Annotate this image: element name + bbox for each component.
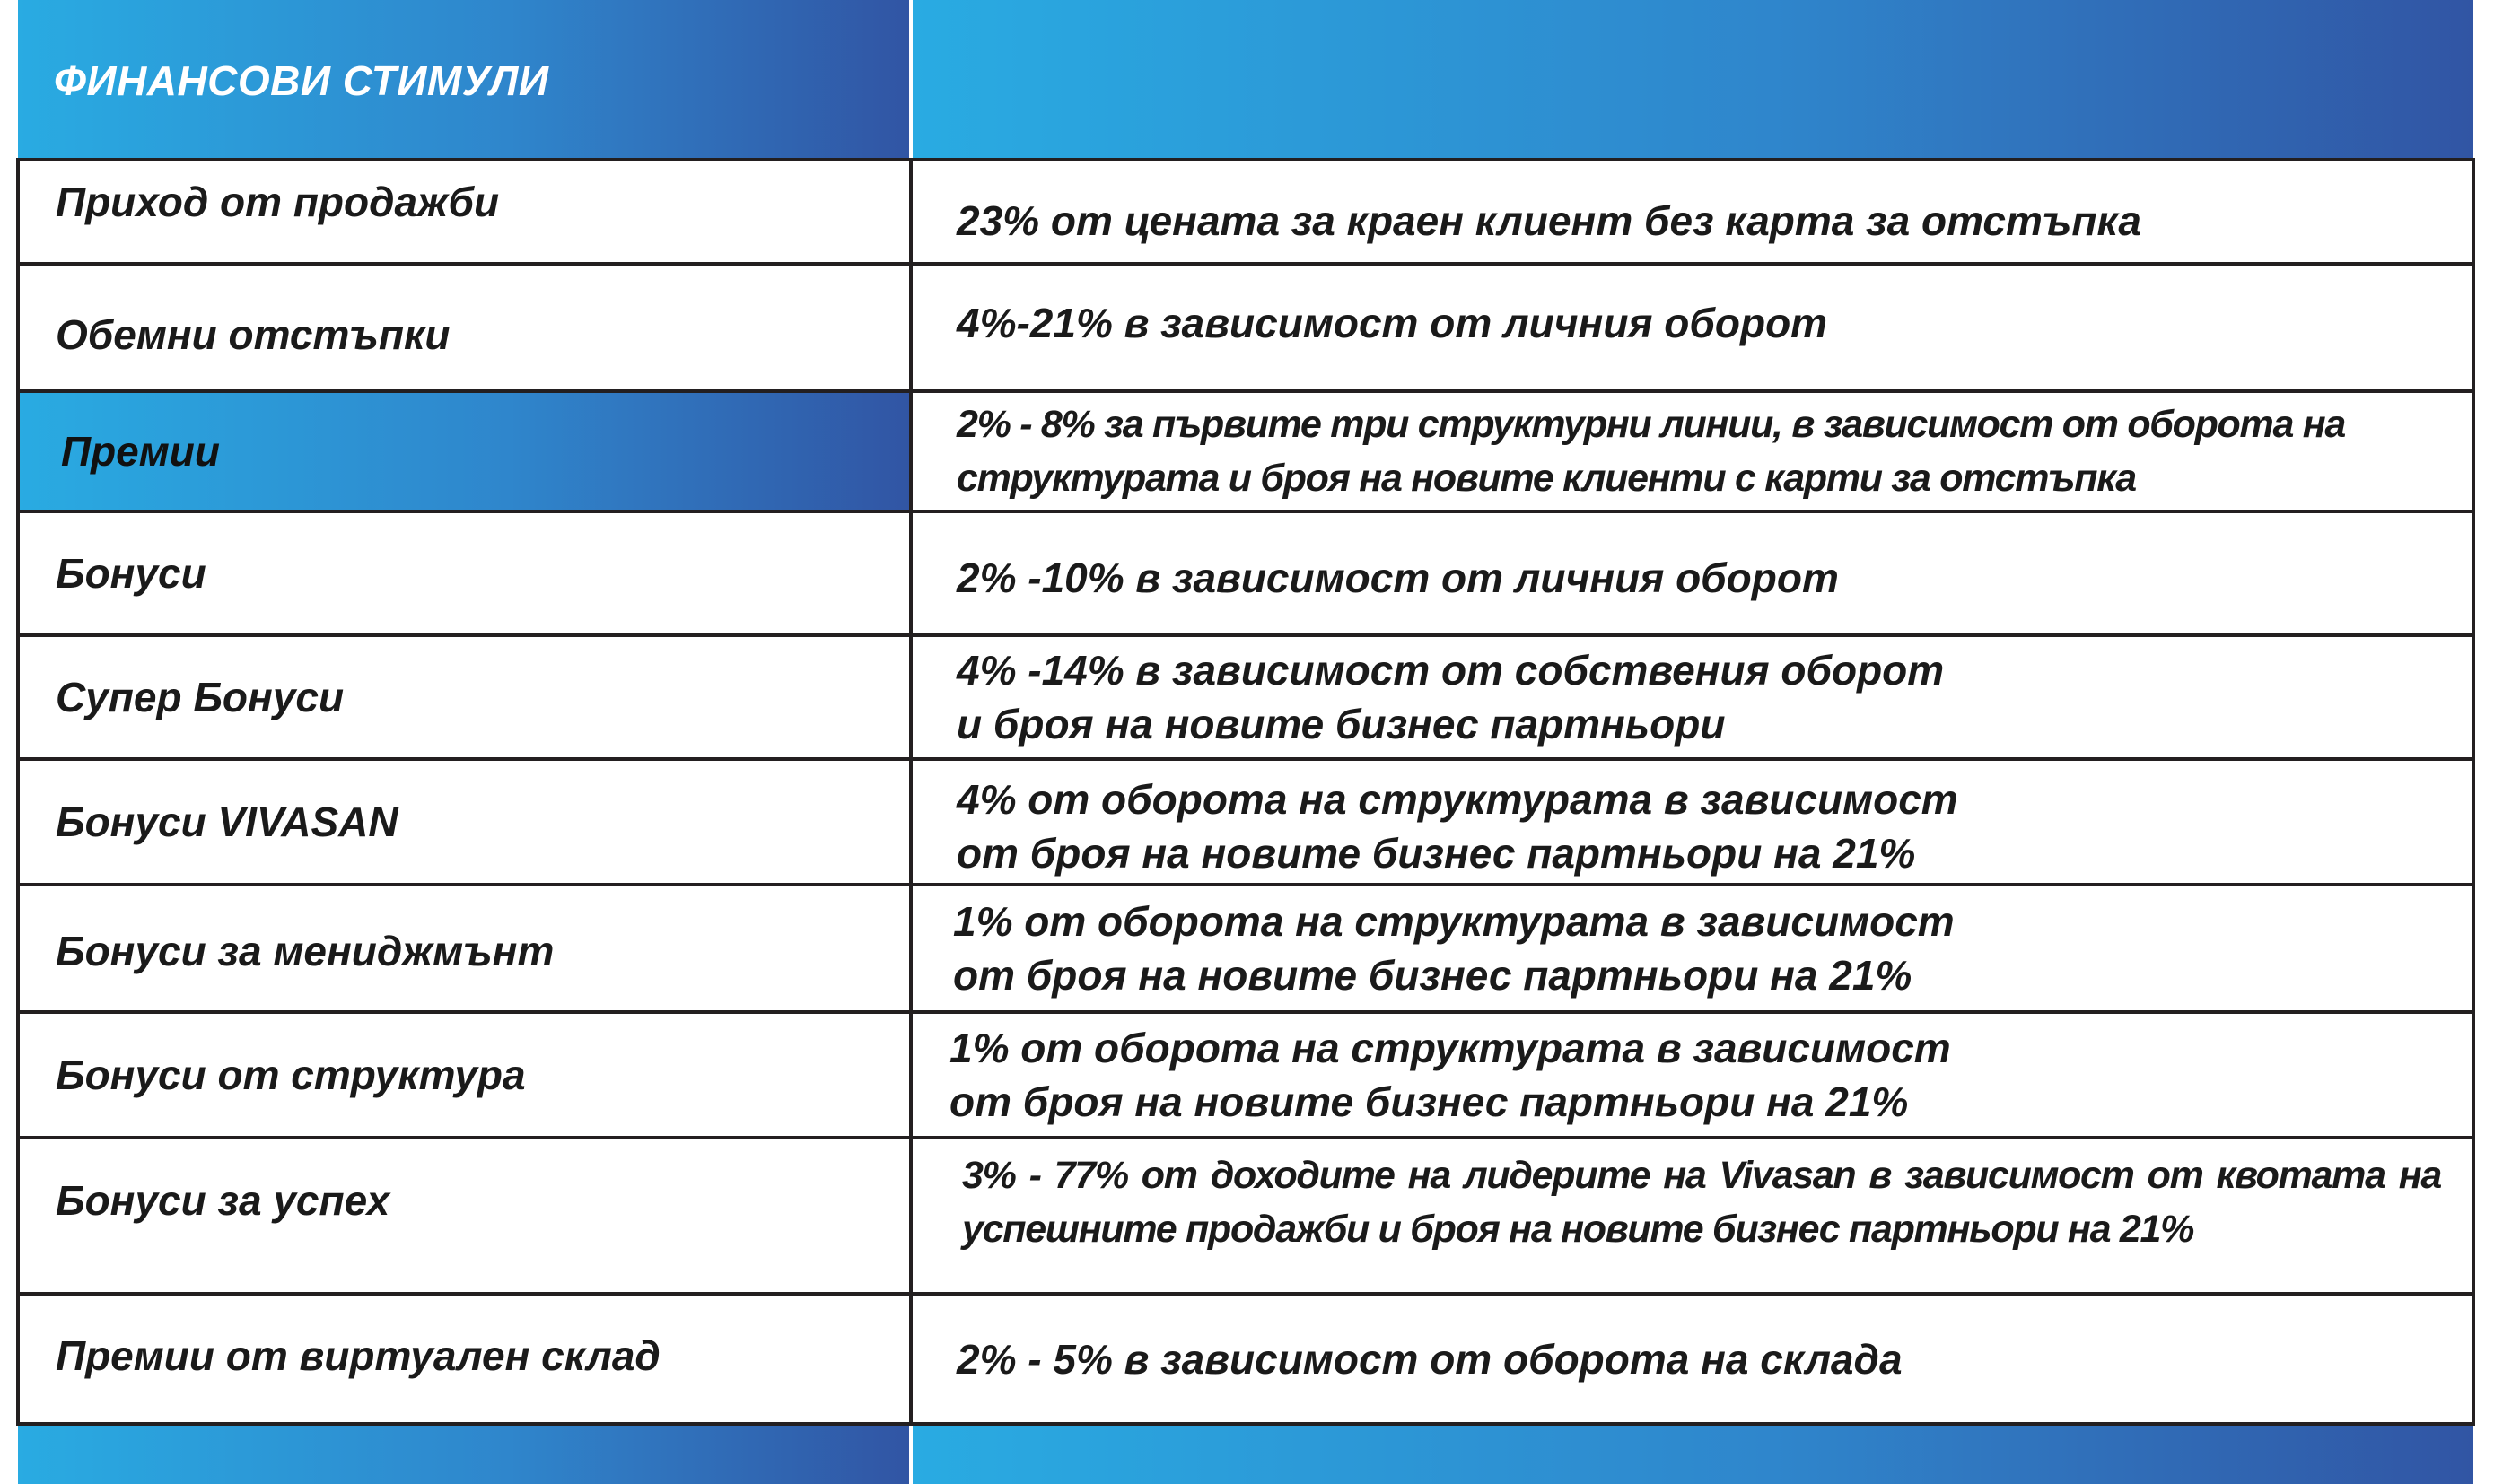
header-band-right	[913, 0, 2473, 158]
column-divider-middle	[909, 158, 913, 1426]
row-divider	[18, 510, 2473, 513]
row-label-management-bonuses: Бонуси за мениджмънт	[18, 886, 909, 1010]
table-title: ФИНАНСОВИ СТИМУЛИ	[54, 57, 549, 104]
row-divider	[18, 389, 2473, 393]
row-label-sales-income: Приход от продажби	[18, 161, 909, 262]
row-label-vivasan-bonuses: Бонуси VIVASAN	[18, 761, 909, 883]
row-label-premiums: Премии	[18, 393, 909, 510]
row-divider	[18, 1292, 2473, 1296]
row-label-virtual-warehouse: Премии от виртуален склад	[18, 1296, 909, 1422]
row-value-bonuses: 2% -10% в зависимост от личния оборот	[913, 513, 2473, 633]
row-divider	[18, 158, 2473, 161]
footer-band-left	[18, 1426, 909, 1484]
row-value-virtual-warehouse: 2% - 5% в зависимост от оборота на склада	[913, 1296, 2473, 1422]
row-value-management-bonuses: 1% от оборота на структурата в зависимост от броя на новите бизнес партньори на 21%	[913, 886, 2473, 1010]
row-value-sales-income: 23% от цената за краен клиент без карта за отстъпка	[913, 161, 2473, 262]
footer-band-right	[913, 1426, 2473, 1484]
row-value-vivasan-bonuses: 4% от оборота на структурата в зависимост от броя на новите бизнес партньори на 21%	[913, 761, 2473, 883]
column-divider-left	[16, 158, 20, 1426]
success-bonuses-text: 3% - 77% от доходите на лидерите на Vivasan в зависимост от квотата на успешните продажби и броя на новите бизнес партньори на 21%	[962, 1154, 2441, 1251]
row-value-premiums: 2% - 8% за първите три структурни линии, в зависимост от оборота на структурата и броя на новите клиенти с карти за отстъпка	[913, 393, 2473, 510]
row-divider	[18, 883, 2473, 886]
row-value-volume-discounts: 4%-21% в зависимост от личния оборот	[913, 266, 2473, 389]
row-label-success-bonuses: Бонуси за успех	[18, 1139, 909, 1292]
row-value-structure-bonuses: 1% от оборота на структурата в зависимост от броя на новите бизнес партньори на 21%	[913, 1014, 2473, 1136]
row-divider	[18, 262, 2473, 266]
row-divider	[18, 633, 2473, 637]
row-divider	[18, 1136, 2473, 1139]
row-divider	[18, 757, 2473, 761]
column-divider-right	[2472, 158, 2475, 1426]
row-divider	[18, 1422, 2473, 1426]
row-value-success-bonuses	[913, 1139, 2473, 1292]
row-divider	[18, 1010, 2473, 1014]
row-value-super-bonuses: 4% -14% в зависимост от собствения оборот и броя на новите бизнес партньори	[913, 637, 2473, 757]
row-label-volume-discounts: Обемни отстъпки	[18, 266, 909, 389]
row-label-bonuses: Бонуси	[18, 513, 909, 633]
row-label-structure-bonuses: Бонуси от структура	[18, 1014, 909, 1136]
row-label-super-bonuses: Супер Бонуси	[18, 637, 909, 757]
